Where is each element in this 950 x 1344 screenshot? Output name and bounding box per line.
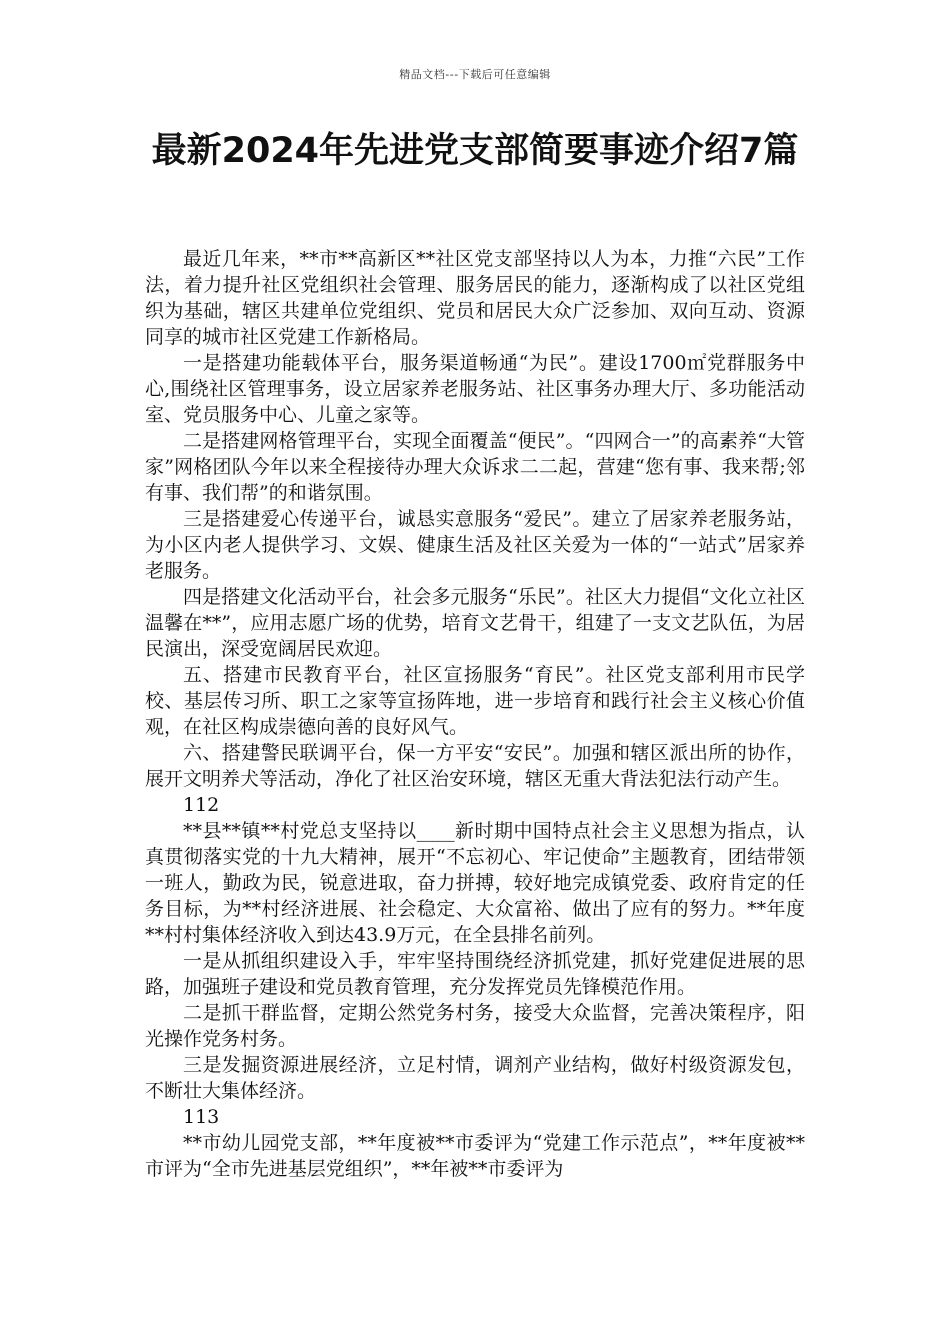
paragraph: 三是发掘资源进展经济，立足村情，调剂产业结构，做好村级资源发包，不断壮大集体经济。	[145, 1054, 805, 1102]
paragraph: 最近几年来，**市**高新区**社区党支部坚持以人为本，力推“六民”工作法，着力提升社区党组织社会管理、服务居民的能力，逐渐构成了以社区党组织为基础，辖区共建单位党组织、党员和居民大众广泛参加、双向互动、资源同享的城市社区党建工作新格局。	[145, 248, 805, 348]
paragraph: 五、搭建市民教育平台，社区宣扬服务“育民”。社区党支部利用市民学校、基层传习所、职工之家等宣扬阵地，进一步培育和践行社会主义核心价值观，在社区构成崇德向善的良好风气。	[145, 664, 805, 738]
document-body	[145, 246, 805, 1182]
header-note: 精品文档---下载后可任意编辑	[399, 68, 551, 81]
paragraph: 三是搭建爱心传递平台，诚恳实意服务“爱民”。建立了居家养老服务站，为小区内老人提供学习、文娱、健康生活及社区关爱为一体的“一站式”居家养老服务。	[145, 508, 805, 582]
paragraph: **县**镇**村党总支坚持以____新时期中国特点社会主义思想为指点，认真贯彻落实党的十九大精神，展开“不忘初心、牢记使命”主题教育，团结带领一班人，勤政为民，锐意进取，奋力拼搏，较好地完成镇党委、政府肯定的任务目标，为**村经济进展、社会稳定、大众富裕、做出了应有的努力。**年度**村村集体经济收入到达43.9万元，在全县排名前列。	[145, 820, 805, 946]
paragraph: 四是搭建文化活动平台，社会多元服务“乐民”。社区大力提倡“文化立社区温馨在**”，应用志愿广场的优势，培育文艺骨干，组建了一支文艺队伍，为居民演出，深受宽阔居民欢迎。	[145, 586, 805, 660]
section-number: 113	[183, 1106, 220, 1128]
section-number: 112	[183, 794, 220, 816]
paragraph: 一是从抓组织建设入手，牢牢坚持围绕经济抓党建，抓好党建促进展的思路，加强班子建设和党员教育管理，充分发挥党员先锋模范作用。	[145, 950, 805, 998]
paragraph: 二是抓干群监督，定期公然党务村务，接受大众监督，完善决策程序，阳光操作党务村务。	[145, 1002, 805, 1050]
paragraph: 一是搭建功能载体平台，服务渠道畅通“为民”。建设1700㎡党群服务中心,围绕社区管理事务，设立居家养老服务站、社区事务办理大厅、多功能活动室、党员服务中心、儿童之家等。	[145, 352, 805, 426]
paragraph: 六、搭建警民联调平台，保一方平安“安民”。加强和辖区派出所的协作，展开文明养犬等活动，净化了社区治安环境，辖区无重大背法犯法行动产生。	[145, 742, 805, 790]
document-title: 最新2024年先进党支部简要事迹介绍7篇	[151, 131, 799, 171]
paragraph: 二是搭建网格管理平台，实现全面覆盖“便民”。“四网合一”的高素养“大管家”网格团队今年以来全程接待办理大众诉求二二起，营建“您有事、我来帮;邻有事、我们帮”的和谐氛围。	[145, 430, 805, 504]
paragraph: **市幼儿园党支部，**年度被**市委评为“党建工作示范点”，**年度被**市评为“全市先进基层党组织”，**年被**市委评为	[145, 1132, 805, 1180]
